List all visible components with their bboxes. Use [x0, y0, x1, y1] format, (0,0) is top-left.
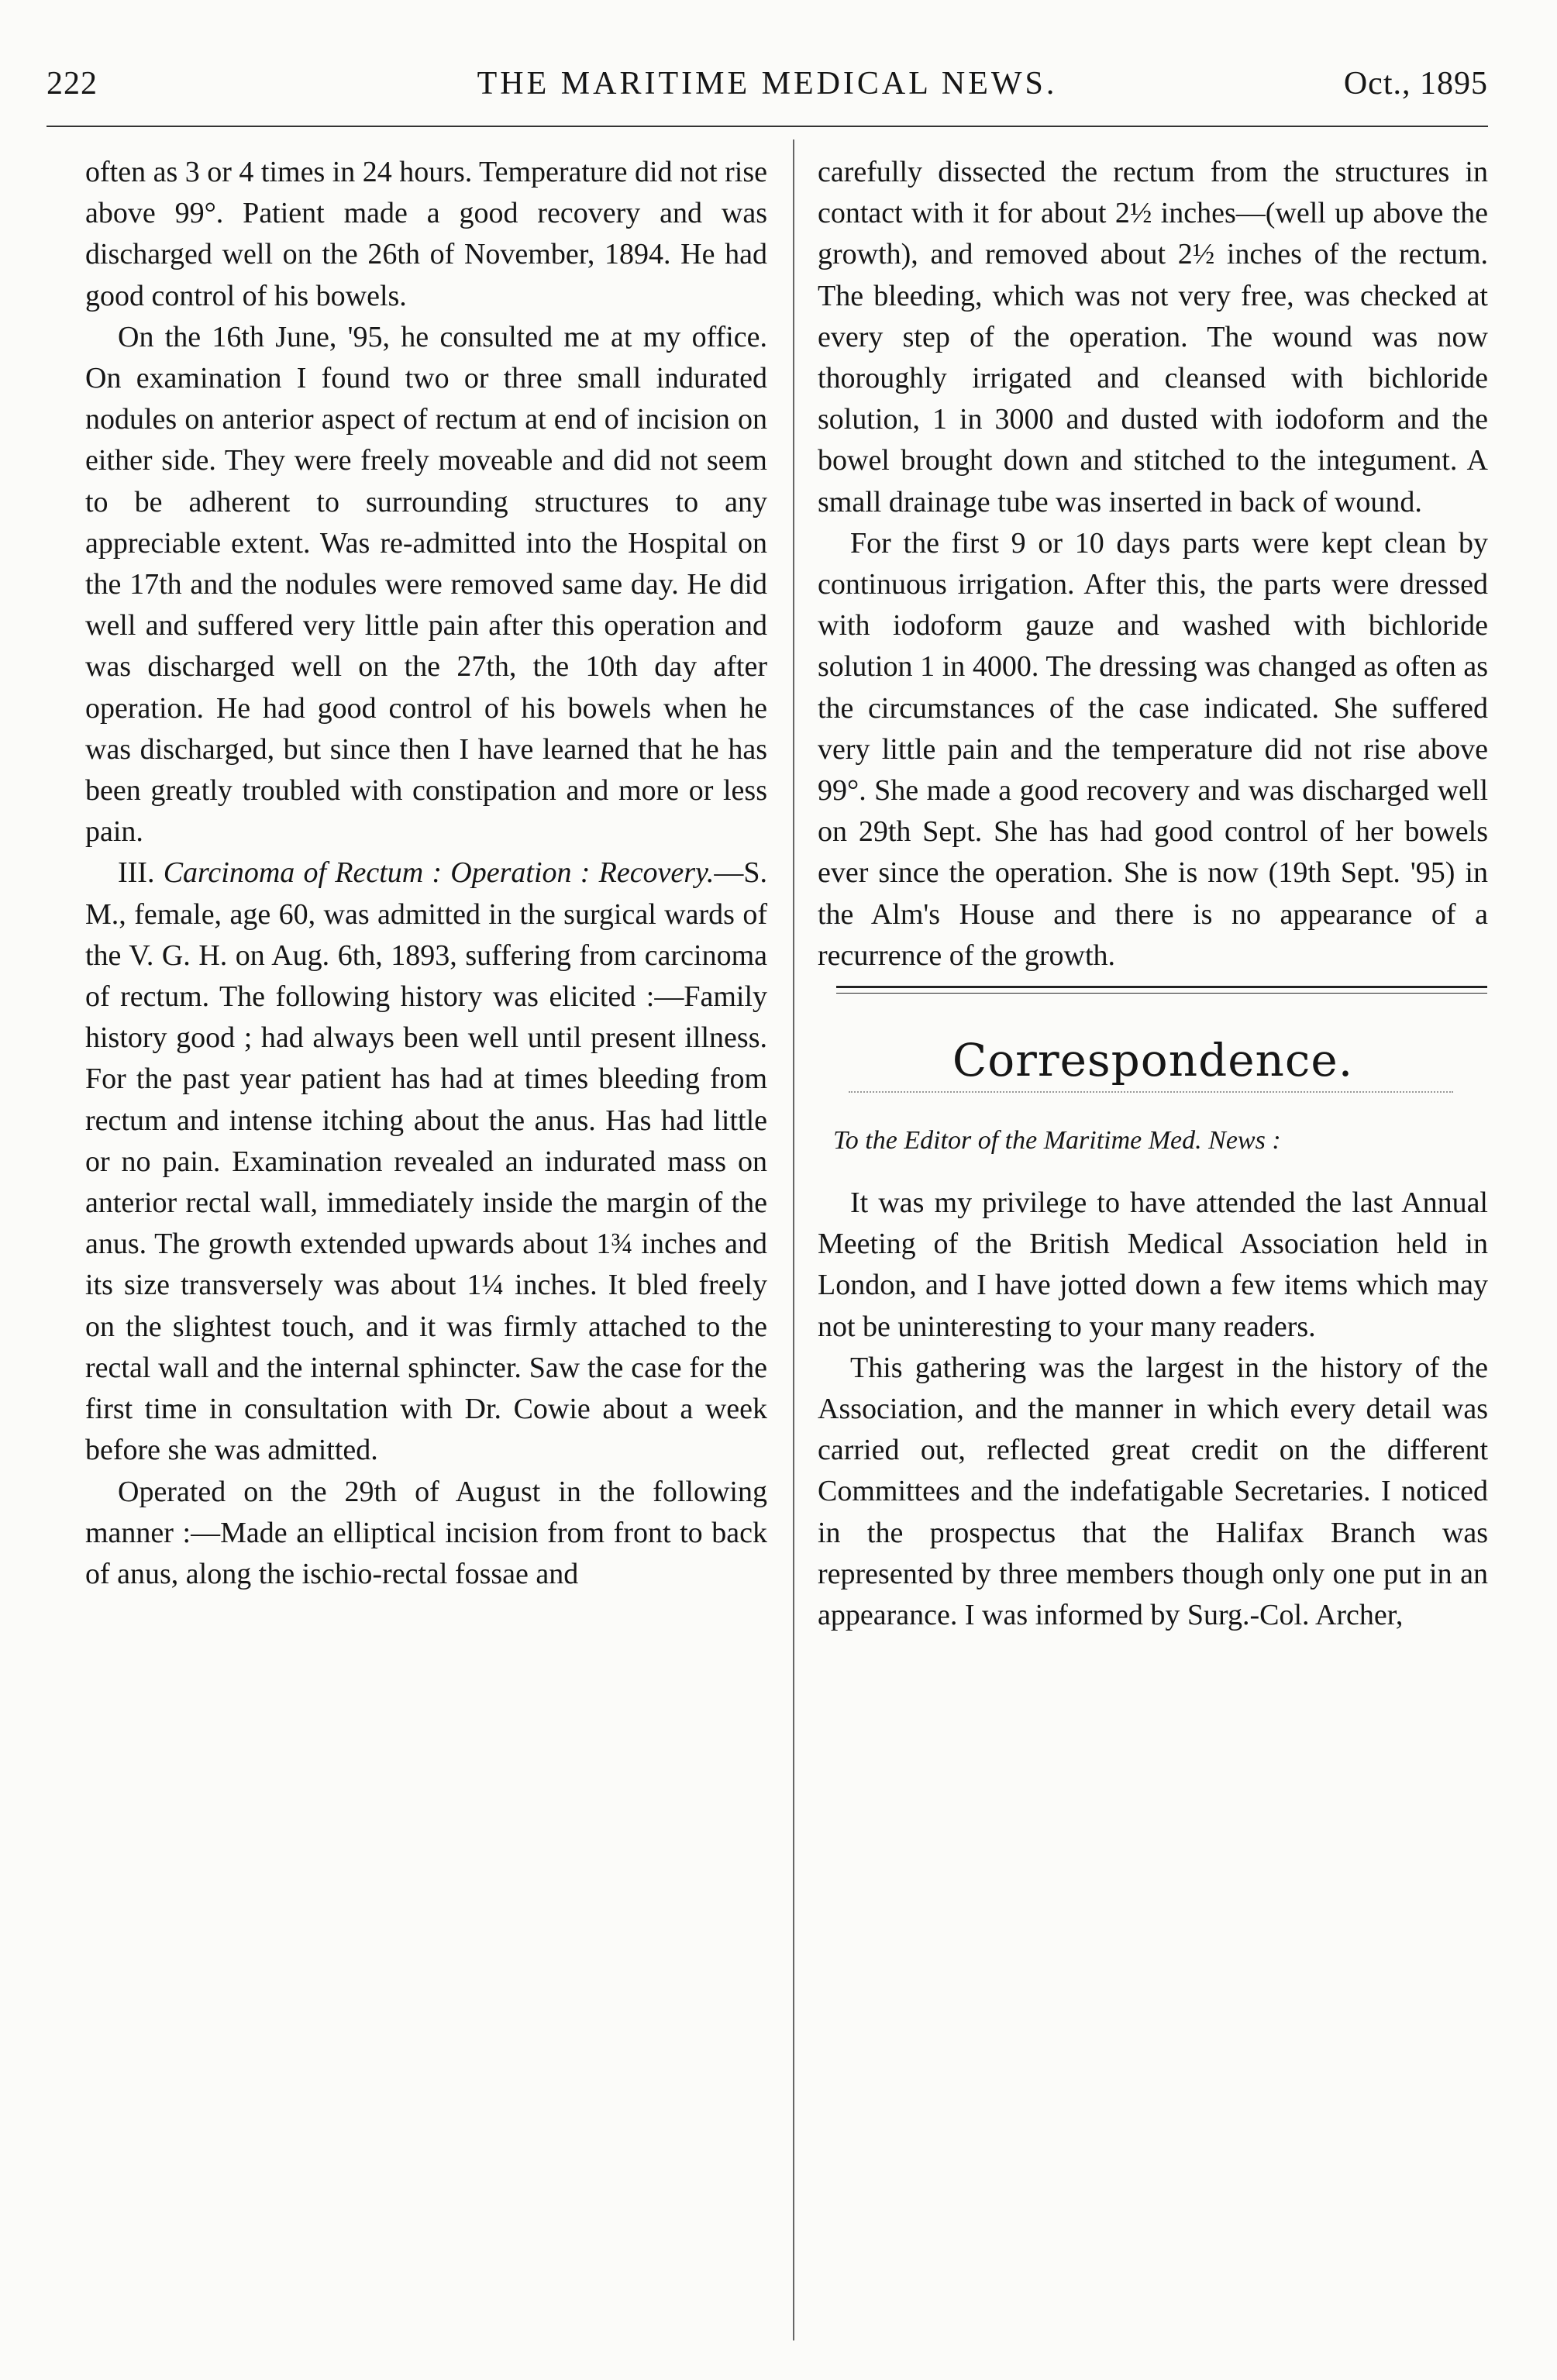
case-title: Carcinoma of Rectum : Operation : Recovery. — [163, 856, 715, 890]
column-divider — [793, 139, 794, 2340]
page-number: 222 — [47, 66, 98, 102]
journal-title: THE MARITIME MEDICAL NEWS. — [477, 66, 1058, 102]
case-three-paragraph — [85, 852, 767, 1471]
section-rule — [836, 986, 1487, 994]
letter-salutation: To the Editor of the Maritime Med. News : — [833, 1126, 1281, 1156]
right-column — [818, 152, 1488, 1636]
paragraph: This gathering was the largest in the history of the Association, and the manner in which every detail was carried out, reflected great credit on the different Committees and the indefatigable Secretaries. I noticed in the prospectus that the Halifax Branch was represented by three members though only one put in an appearance. I was informed by Surg.-Col. Archer, — [818, 1351, 1488, 1632]
running-header — [47, 65, 1488, 112]
left-column — [85, 152, 767, 1595]
header-rule — [47, 126, 1488, 127]
paragraph: Operated on the 29th of August in the following manner :—Made an elliptical incision from front to back of anus, along the ischio-rectal fossae and — [85, 1475, 767, 1590]
paragraph: For the first 9 or 10 days parts were kept clean by continuous irrigation. After this, the parts were dressed with iodoform gauze and washed with bichloride solution 1 in 4000. The dressing was changed as often as the circumstances of the case indicated. She suffered very little pain and the temperature did not rise above 99°. She made a good recovery and was discharged well on 29th Sept. She has had good control of her bowels ever since the operation. She is now (19th Sept. '95) in the Alm's House and there is no appearance of a recurrence of the growth. — [818, 526, 1488, 972]
paragraph: often as 3 or 4 times in 24 hours. Temperature did not rise above 99°. Patient made a good recovery and was discharged well on the 26th of November, 1894. He had good control of his bowels. — [85, 156, 767, 312]
case-text: —S. M., female, age 60, was admitted in the surgical wards of the V. G. H. on Aug. 6th, 1893, suffering from carcinoma of rectum. The following history was elicited :—Family history good ; had always been well until present illness. For the past year patient has had at times bleeding from rectum and intense itching about the anus. Has had little or no pain. Examination revealed an indurated mass on anterior rectal wall, immediately inside the margin of the anus. The growth extended upwards about 1¾ inches and its size transversely was about 1¼ inches. It bled freely on the slightest touch, and it was firmly attached to the rectal wall and the internal sphincter. Saw the case for the first time in consultation with Dr. Cowie about a week before she was admitted. — [85, 856, 767, 1467]
paragraph: It was my privilege to have attended the last Annual Meeting of the British Medical Association held in London, and I have jotted down a few items which may not be uninteresting to your many readers. — [818, 1187, 1488, 1343]
issue-date: Oct., 1895 — [1343, 66, 1488, 102]
paragraph: On the 16th June, '95, he consulted me at my office. On examination I found two or three small indurated nodules on anterior aspect of rectum at end of incision on either side. They were freely moveable and did not seem to be adherent to surrounding structures to any appreciable extent. Was re-admitted into the Hospital on the 17th and the nodules were removed same day. He did well and suffered very little pain after this operation and was discharged well on the 27th, the 10th day after operation. He had good control of his bowels when he was discharged, but since then I have learned that he has been greatly troubled with constipation and more or less pain. — [85, 320, 767, 849]
ornamental-rule — [849, 1091, 1453, 1093]
correspondence-heading: Correspondence. — [952, 1034, 1354, 1087]
case-number: III. — [118, 856, 155, 890]
paragraph: carefully dissected the rectum from the structures in contact with it for about 2½ inches—(well up above the growth), and removed about 2½ inches of the rectum. The bleeding, which was not very free, was checked at every step of the operation. The wound was now thoroughly irrigated and cleansed with bichloride solution, 1 in 3000 and dusted with iodoform and the bowel brought down and stitched to the integument. A small drainage tube was inserted in back of wound. — [818, 156, 1488, 518]
